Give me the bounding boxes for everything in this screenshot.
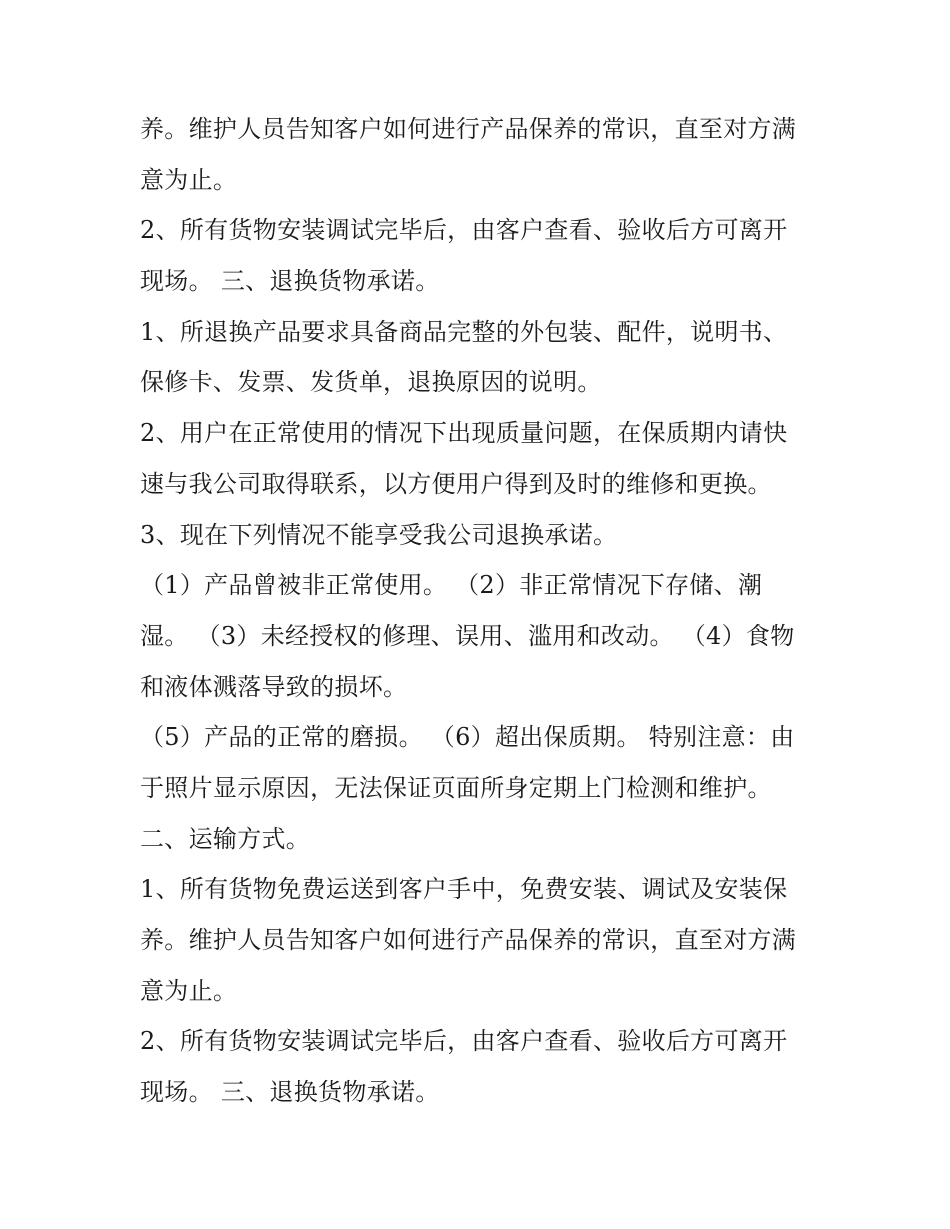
text-line: 于照片显示原因，无法保证页面所身定期上门检测和维护。	[140, 773, 772, 802]
text-line: 现场。 三、退换货物承诺。	[140, 267, 440, 296]
text-line: （5）产品的正常的磨损。 （6）超出保质期。 特别注意：由	[140, 723, 795, 752]
text-line: 意为止。	[140, 165, 238, 194]
text-line: 现场。 三、退换货物承诺。	[140, 1078, 440, 1107]
text-line: 速与我公司取得联系，以方便用户得到及时的维修和更换。	[140, 469, 772, 498]
text-line: 和液体溅落导致的损坏。	[140, 672, 408, 701]
text-line: 2、所有货物安装调试完毕后，由客户查看、验收后方可离开	[140, 216, 788, 245]
document-body	[140, 104, 820, 1118]
text-line: 1、所有货物免费运送到客户手中，免费安装、调试及安装保	[140, 875, 788, 904]
text-line: （1）产品曾被非正常使用。 （2）非正常情况下存储、潮	[140, 571, 763, 600]
text-line: 2、所有货物安装调试完毕后，由客户查看、验收后方可离开	[140, 1027, 788, 1056]
text-line: 湿。 （3）未经授权的修理、误用、滥用和改动。 （4）食物	[140, 621, 795, 650]
text-line: 2、用户在正常使用的情况下出现质量问题，在保质期内请快	[140, 419, 788, 448]
text-line: 3、现在下列情况不能享受我公司退换承诺。	[140, 520, 618, 549]
text-line: 保修卡、发票、发货单，退换原因的说明。	[140, 368, 602, 397]
text-line: 1、所退换产品要求具备商品完整的外包装、配件，说明书、	[140, 317, 788, 346]
text-line: 养。维护人员告知客户如何进行产品保养的常识，直至对方满	[140, 115, 797, 143]
text-line: 养。维护人员告知客户如何进行产品保养的常识，直至对方满	[140, 926, 797, 954]
text-line: 意为止。	[140, 976, 238, 1005]
text-line: 二、运输方式。	[140, 824, 311, 853]
